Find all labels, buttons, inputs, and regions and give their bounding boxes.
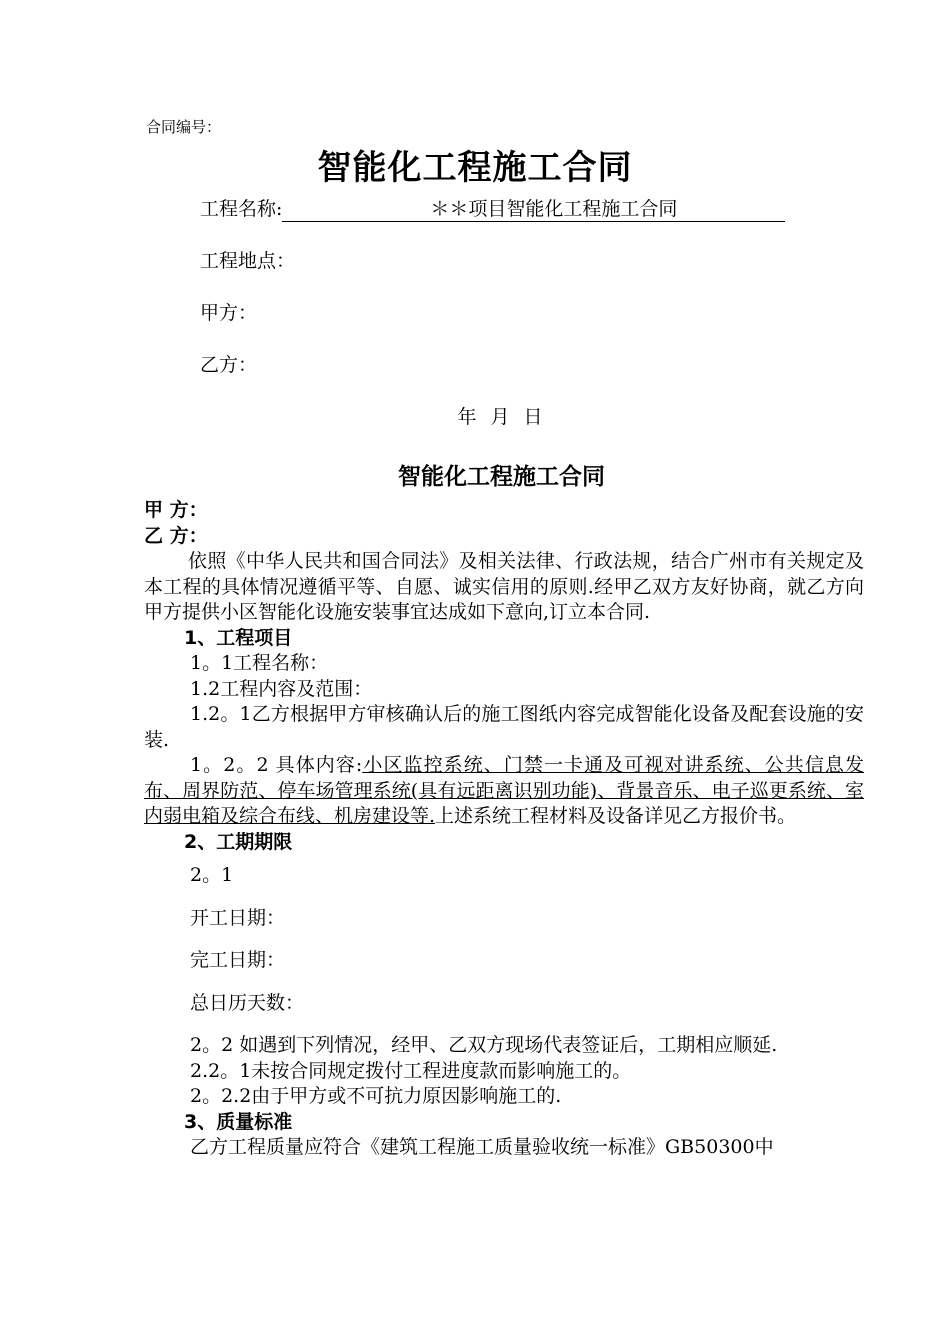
clause-1-2-2-content: 小区监控系统、门禁一卡通及可视对讲系统、公共信息发布、周界防范、停车场管理系统(具有远距离识别功能)、背景音乐、电子巡更系统、室内弱电箱及综合布线、机房建设等. <box>144 754 864 827</box>
clause-1-2: 1.2工程内容及范围： <box>190 677 373 700</box>
clause-2-1: 2。1 <box>190 864 234 886</box>
clause-1-1: 1。1工程名称： <box>190 652 329 674</box>
clause-1-2-2-prefix: 1。2。2 具体内容: <box>190 754 363 776</box>
clause-1-2-2 <box>144 753 864 830</box>
party-a-cover-label: 甲方： <box>200 302 258 324</box>
total-days-label: 总日历天数： <box>190 991 305 1014</box>
clause-2-2: 2。2 如遇到下列情况，经甲、乙双方现场代表签证后，工期相应顺延. <box>190 1034 778 1056</box>
clause-3-text: 乙方工程质量应符合《建筑工程施工质量验收统一标准》GB50300中 <box>190 1136 774 1158</box>
intro-paragraph: 依照《中华人民共和国合同法》及相关法律、行政法规，结合广州市有关规定及本工程的具体情况遵循平等、自愿、诚实信用的原则.经甲乙双方友好协商，就乙方向甲方提供小区智能化设施安装事宜达成如下意向,订立本合同. <box>144 550 864 623</box>
party-a-label: 甲 方： <box>144 499 208 521</box>
project-name-value: ＊＊项目智能化工程施工合同 <box>282 194 785 222</box>
cover-title: 智能化工程施工合同 <box>317 148 633 188</box>
clause-1-2-1: 1.2。1乙方根据甲方审核确认后的施工图纸内容完成智能化设备及配套设施的安装. <box>144 703 864 751</box>
project-name-label: 工程名称: <box>200 198 283 220</box>
party-b-cover-label: 乙方： <box>200 354 258 376</box>
section-3-heading: 3、质量标准 <box>184 1110 293 1133</box>
body-title: 智能化工程施工合同 <box>398 464 605 490</box>
section-1-heading: 1、工程项目 <box>184 626 293 649</box>
end-date-label: 完工日期： <box>190 949 286 971</box>
party-b-label: 乙 方： <box>144 524 208 547</box>
contract-body <box>144 498 864 1161</box>
start-date-label: 开工日期： <box>190 906 286 929</box>
clause-2-2-1: 2.2。1未按合同规定拨付工程进度款而影响施工的。 <box>190 1059 632 1082</box>
date-line: 年 月 日 <box>457 406 543 428</box>
project-location-label: 工程地点： <box>200 250 296 272</box>
contract-number-label: 合同编号： <box>146 118 222 136</box>
clause-1-2-2-suffix: 上述系统工程材料及设备详见乙方报价书。 <box>435 805 797 827</box>
section-2-heading: 2、工期期限 <box>184 830 293 853</box>
clause-2-2-2: 2。2.2由于甲方或不可抗力原因影响施工的. <box>190 1085 562 1107</box>
project-name-row <box>200 194 785 222</box>
